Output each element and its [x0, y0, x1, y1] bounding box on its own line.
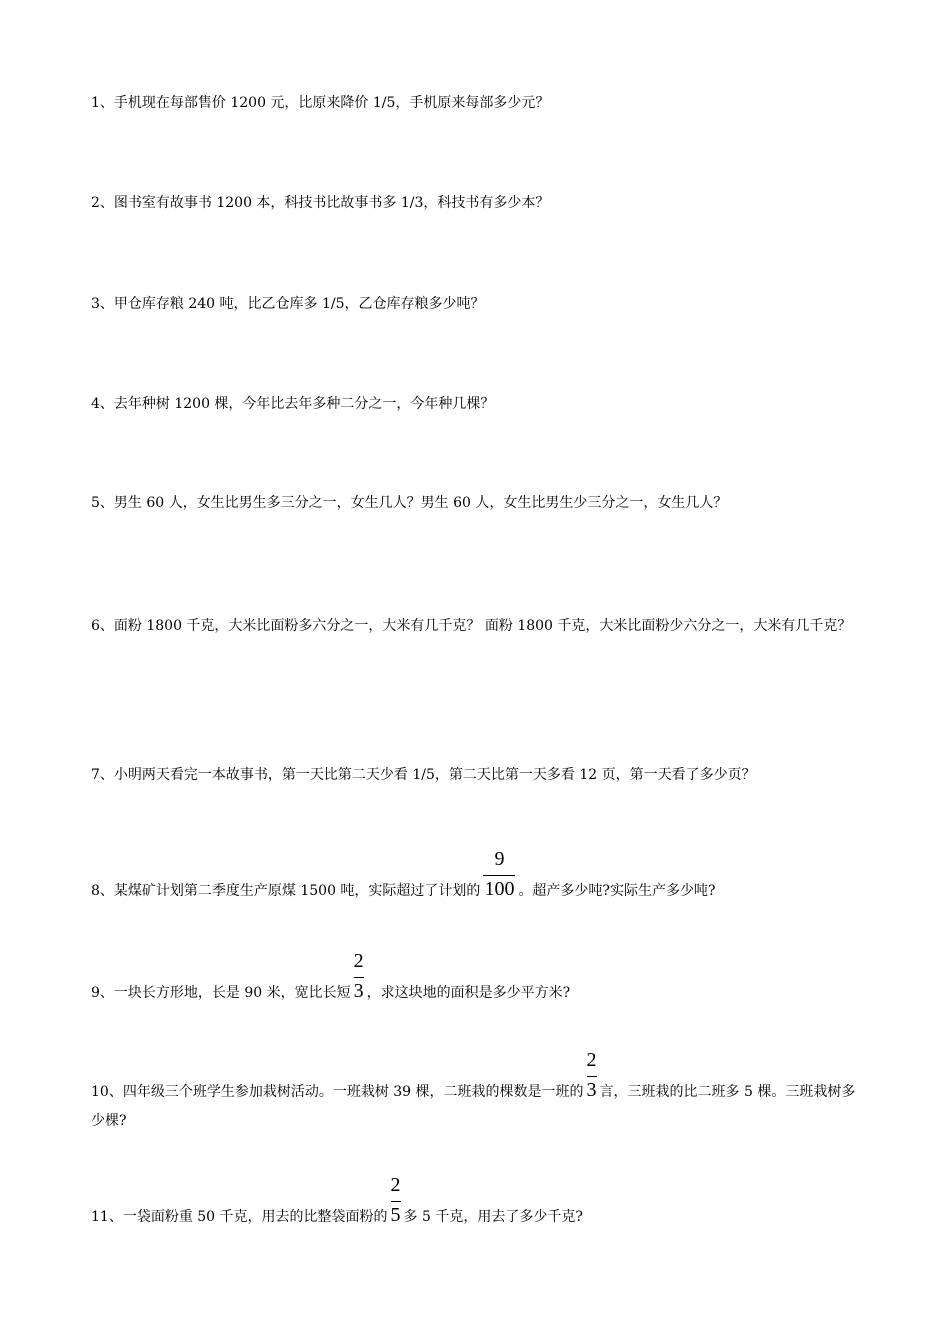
question-9-text-before: 9、一块长方形地，长是 90 米，宽比长短 [91, 985, 351, 1001]
question-4: 4、去年种树 1200 棵，今年比去年多种二分之一，今年种几棵？ [91, 396, 495, 412]
question-10-text-after: 言，三班栽的比二班多 5 棵。三班栽树多少棵? [91, 1084, 856, 1129]
question-5: 5、男生 60 人，女生比男生多三分之一，女生几人？男生 60 人，女生比男生少三分之一，女生几人？ [91, 495, 728, 511]
question-11-text-before: 11、一袋面粉重 50 千克，用去的比整袋面粉的 [91, 1209, 388, 1225]
fraction-bar [483, 875, 515, 876]
question-8 [91, 848, 866, 906]
question-9 [91, 950, 866, 1008]
fraction-2-3 [586, 1049, 597, 1107]
fraction-numerator: 2 [586, 1049, 597, 1071]
fraction-denominator: 3 [586, 1079, 597, 1101]
question-2: 2、图书室有故事书 1200 本，科技书比故事书多 1/3，科技书有多少本？ [91, 195, 550, 211]
question-1: 1、手机现在每部售价 1200 元，比原来降价 1/5，手机原来每部多少元？ [91, 95, 550, 111]
question-9-text-after: ，求这块地的面积是多少平方米? [366, 985, 571, 1001]
fraction-denominator: 5 [390, 1204, 401, 1226]
fraction-numerator: 2 [353, 950, 364, 972]
question-8-text-after: 。超产多少吨?实际生产多少吨? [518, 883, 716, 899]
question-11 [91, 1174, 866, 1232]
question-6: 6、面粉 1800 千克，大米比面粉多六分之一，大米有几千克？ 面粉 1800 千克，大米比面粉少六分之一，大米有几千克？ [91, 618, 852, 634]
fraction-denominator: 3 [353, 980, 364, 1002]
question-10-text-before: 10、四年级三个班学生参加栽树活动。一班栽树 39 棵，二班栽的棵数是一班的 [91, 1084, 584, 1100]
fraction-2-5 [390, 1174, 401, 1232]
fraction-2-3 [353, 950, 364, 1008]
fraction-numerator: 2 [390, 1174, 401, 1196]
fraction-9-100 [483, 848, 515, 906]
fraction-bar [354, 977, 364, 978]
fraction-bar [391, 1201, 401, 1202]
fraction-bar [587, 1076, 597, 1077]
fraction-numerator: 9 [494, 848, 505, 870]
fraction-denominator: 100 [484, 878, 515, 900]
question-11-text-after: 多 5 千克，用去了多少千克? [403, 1209, 583, 1225]
question-7: 7、小明两天看完一本故事书，第一天比第二天少看 1/5，第二天比第一天多看 12 页，第一天看了多少页？ [91, 767, 756, 783]
question-10 [91, 1049, 866, 1135]
question-3: 3、甲仓库存粮 240 吨，比乙仓库多 1/5，乙仓库存粮多少吨？ [91, 296, 485, 312]
question-8-text-before: 8、某煤矿计划第二季度生产原煤 1500 吨，实际超过了计划的 [91, 883, 481, 899]
